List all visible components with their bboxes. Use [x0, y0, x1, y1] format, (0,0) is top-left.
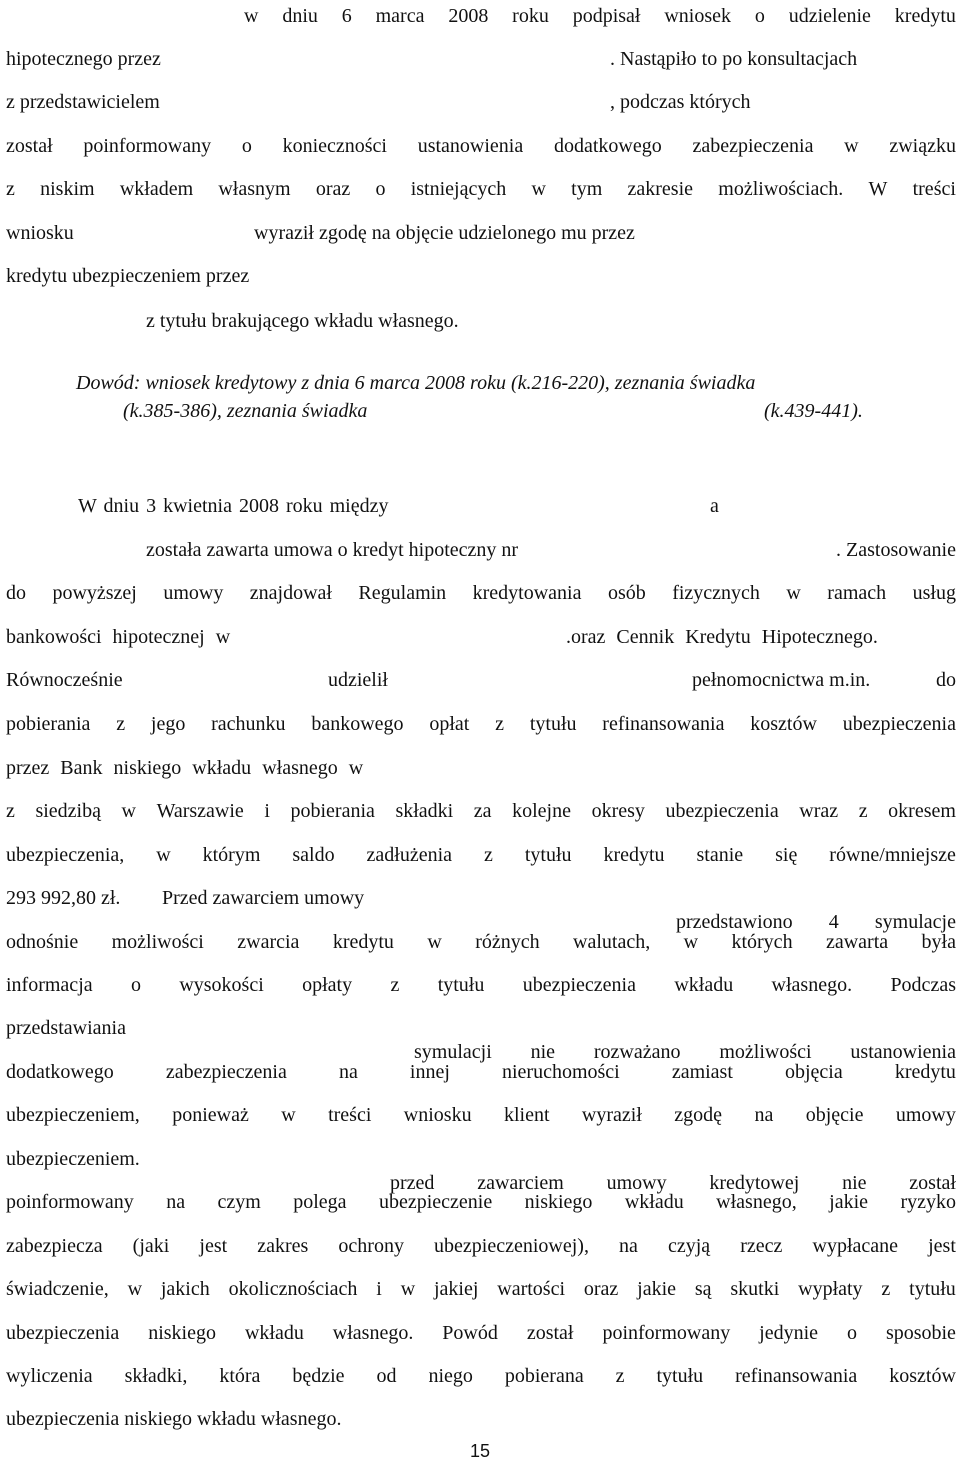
evidence-text: (k.439-441). — [764, 400, 863, 422]
word: w — [531, 178, 546, 200]
word: dodatkowego — [6, 1061, 114, 1083]
text-line — [6, 264, 956, 288]
word: refinansowania — [602, 713, 725, 735]
word: wkładu — [192, 757, 252, 779]
word: kolejne — [512, 800, 571, 822]
text-segment: została zawarta umowa o kredyt hipoteczny nr — [146, 539, 519, 561]
word: w — [244, 5, 259, 27]
word: których — [731, 931, 793, 953]
word: 3 — [146, 495, 157, 517]
word: poinformowany — [83, 135, 212, 157]
word: w — [121, 800, 136, 822]
word: znajdował — [249, 582, 332, 604]
word: Powód — [442, 1322, 498, 1344]
text-line — [6, 625, 956, 649]
word: tytułu — [909, 1278, 956, 1300]
word: własnego. — [332, 1322, 414, 1344]
text-line — [146, 309, 956, 333]
text-segment: Przed zawarciem umowy — [162, 887, 365, 909]
word: z — [6, 178, 15, 200]
word: własnego, — [716, 1191, 797, 1213]
word: osób — [607, 582, 646, 604]
word: ponieważ — [172, 1104, 249, 1126]
word: kredytu — [894, 1061, 956, 1083]
text-line — [6, 930, 956, 954]
word: kosztów — [889, 1365, 956, 1387]
word: pobierania — [6, 713, 91, 735]
text-line — [6, 668, 956, 692]
word: Hipotecznego. — [761, 626, 878, 648]
word: odnośnie — [6, 931, 79, 953]
word: w — [281, 1104, 296, 1126]
word: polega — [293, 1191, 347, 1213]
word: hipotecznej — [112, 626, 205, 648]
word: Warszawie — [156, 800, 244, 822]
word: kredytowej — [709, 1172, 800, 1194]
word: jakie — [829, 1191, 869, 1213]
text-line — [6, 799, 956, 823]
word: 6 — [341, 5, 352, 27]
word: jakich — [160, 1278, 210, 1300]
word: W — [78, 495, 97, 517]
text-line — [6, 1103, 956, 1127]
text-line — [6, 886, 956, 933]
page-number: 15 — [469, 1441, 491, 1461]
word: z — [881, 1278, 891, 1300]
evidence-line — [123, 399, 956, 423]
word: 2008 — [448, 5, 489, 27]
evidence-text: Dowód: wniosek kredytowy z dnia 6 marca 2008 roku (k.216-220), zeznania świadka — [76, 372, 756, 394]
word: sposobie — [885, 1322, 956, 1344]
word: niskiego — [148, 1322, 216, 1344]
word: i — [264, 800, 270, 822]
word: ubezpieczenia — [522, 974, 636, 996]
word: dodatkowego — [553, 135, 662, 157]
text-segment: 293 992,80 zł. — [6, 887, 121, 909]
word: zamiast — [671, 1061, 733, 1083]
text-line — [244, 4, 956, 28]
word: zawarta — [825, 931, 889, 953]
word: tym — [571, 178, 603, 200]
word: kredytu — [894, 5, 956, 27]
word: symulacje — [874, 911, 956, 933]
word: umowy — [895, 1104, 956, 1126]
word: walutach, — [573, 931, 651, 953]
word: z — [390, 974, 400, 996]
word: z — [615, 1365, 625, 1387]
word: ochrony — [338, 1235, 404, 1257]
word: z — [483, 844, 493, 866]
word: Regulamin — [358, 582, 447, 604]
word: wypłaty — [798, 1278, 863, 1300]
text-segment: z przedstawicielem — [6, 91, 160, 113]
word: do — [936, 669, 956, 691]
word: świadczenie, — [6, 1278, 109, 1300]
word: jakie — [637, 1278, 677, 1300]
evidence-text: (k.385-386), zeznania świadka — [123, 400, 368, 422]
word: fizycznych — [672, 582, 760, 604]
word: 2008 — [238, 495, 279, 517]
word: kosztów — [750, 713, 817, 735]
word: własnego. — [771, 974, 853, 996]
word: opłat — [429, 713, 470, 735]
word: nieruchomości — [501, 1061, 620, 1083]
text-line — [6, 756, 956, 780]
word: w — [215, 626, 231, 648]
word: własnego — [262, 757, 338, 779]
word: kredytu — [603, 844, 665, 866]
word: możliwości — [719, 1041, 812, 1063]
word: tytułu — [529, 713, 577, 735]
word: w — [400, 1278, 416, 1300]
word: został — [6, 135, 53, 157]
text-line — [6, 90, 956, 114]
word: różnych — [475, 931, 540, 953]
word: własnym — [218, 178, 291, 200]
text-segment: wniosku — [6, 222, 74, 244]
word: składki — [395, 800, 454, 822]
word: zwarcia — [237, 931, 300, 953]
word: wkładu — [674, 974, 734, 996]
word: przedstawiono — [676, 911, 793, 933]
word: nie — [842, 1172, 867, 1194]
word: o — [130, 974, 141, 996]
word: ramach — [827, 582, 887, 604]
word: Podczas — [890, 974, 956, 996]
word: przedstawiania — [6, 1017, 126, 1039]
word: wyliczenia — [6, 1365, 93, 1387]
word: niskim — [40, 178, 95, 200]
word: opłaty — [302, 974, 353, 996]
word: ubezpieczenia — [6, 1322, 120, 1344]
word: W — [868, 178, 888, 200]
word: objęcie — [805, 1104, 864, 1126]
word: konieczności — [282, 135, 387, 157]
word: dniu — [103, 495, 140, 517]
word: pełnomocnictwa m.in. — [692, 669, 871, 691]
word: 4 — [828, 911, 839, 933]
word: kredytowania — [472, 582, 582, 604]
word: klient — [503, 1104, 550, 1126]
word: okresem — [888, 800, 956, 822]
word: niego — [428, 1365, 473, 1387]
word: o — [241, 135, 252, 157]
text-line — [6, 1407, 956, 1431]
word: informacja — [6, 974, 93, 996]
text-line — [78, 494, 956, 518]
word: ubezpieczeniem. — [6, 1148, 140, 1170]
text-line — [146, 538, 956, 562]
word: składki, — [124, 1365, 188, 1387]
word: roku — [512, 5, 549, 27]
text-line — [6, 1060, 956, 1084]
word: rozważano — [593, 1041, 681, 1063]
word: na — [166, 1191, 186, 1213]
word: ubezpieczenie — [378, 1191, 493, 1213]
text-line — [6, 134, 956, 158]
word: na — [338, 1061, 358, 1083]
word: rachunku — [211, 713, 286, 735]
word: podpisał — [572, 5, 641, 27]
word: ustanowienia — [417, 135, 524, 157]
word: treści — [912, 178, 956, 200]
word: dniu — [282, 5, 318, 27]
word: o — [754, 5, 765, 27]
word: będzie — [292, 1365, 345, 1387]
word: z — [858, 800, 868, 822]
word: istniejących — [410, 178, 507, 200]
text-line — [6, 47, 956, 71]
word: tytułu — [524, 844, 572, 866]
text-segment: wyraził zgodę na objęcie udzielonego mu przez — [254, 222, 635, 244]
word: jakiej — [433, 1278, 479, 1300]
word: zabezpiecza — [6, 1235, 103, 1257]
word: wysokości — [179, 974, 264, 996]
text-segment: . Nastąpiło to po konsultacjach — [610, 48, 858, 70]
word: pobierania — [290, 800, 375, 822]
word: udzielenie — [788, 5, 871, 27]
word: okresy — [591, 800, 645, 822]
word: a — [710, 495, 719, 517]
word: która — [219, 1365, 261, 1387]
text-line — [6, 1277, 956, 1301]
text-line — [6, 581, 956, 605]
word: z — [6, 800, 15, 822]
word: przed — [390, 1172, 435, 1194]
word: ubezpieczeniem, — [6, 1104, 140, 1126]
word: usług — [912, 582, 956, 604]
word: tytułu — [437, 974, 485, 996]
word: oraz — [583, 1278, 619, 1300]
word: przez — [6, 757, 50, 779]
word: poinformowany — [6, 1191, 134, 1213]
text-line — [6, 221, 956, 245]
word: jest — [199, 1235, 228, 1257]
word: związku — [889, 135, 956, 157]
text-line — [6, 712, 956, 736]
word: ubezpieczeniowej), — [434, 1235, 589, 1257]
word: oraz — [315, 178, 351, 200]
word: wartości — [497, 1278, 566, 1300]
word: stanie — [696, 844, 744, 866]
text-segment: ubezpieczenia niskiego wkładu własnego. — [6, 1408, 342, 1430]
word: udzielił — [328, 669, 388, 691]
text-line — [6, 1321, 956, 1345]
word: siedzibą — [35, 800, 101, 822]
word: ustanowienia — [850, 1041, 956, 1063]
text-line — [6, 177, 956, 201]
word: zakresie — [627, 178, 694, 200]
word: jest — [928, 1235, 956, 1257]
word: innej — [409, 1061, 450, 1083]
word: jego — [150, 713, 186, 735]
word: na — [754, 1104, 774, 1126]
word: za — [473, 800, 492, 822]
text-line — [6, 1016, 956, 1063]
text-segment: kredytu ubezpieczeniem przez — [6, 265, 250, 287]
text-segment: . Zastosowanie — [836, 539, 956, 561]
word: wniosku — [403, 1104, 472, 1126]
word: bankowego — [311, 713, 404, 735]
word: skutki — [730, 1278, 780, 1300]
word: w — [348, 757, 364, 779]
word: Równocześnie — [6, 669, 123, 691]
word: wkładu — [624, 1191, 684, 1213]
word: zadłużenia — [366, 844, 453, 866]
word: został — [526, 1322, 574, 1344]
text-line — [6, 1147, 956, 1194]
word: Cennik — [616, 626, 675, 648]
word: ubezpieczenia — [842, 713, 956, 735]
word: w — [427, 931, 442, 953]
word: czyją — [668, 1235, 711, 1257]
word: wkładu — [244, 1322, 304, 1344]
word: możliwości — [111, 931, 204, 953]
word: wraz — [799, 800, 839, 822]
word: . — [566, 626, 571, 648]
word: umowy — [163, 582, 224, 604]
word: niskiego — [113, 757, 182, 779]
word: ubezpieczenia, — [6, 844, 125, 866]
word: wyraził — [581, 1104, 642, 1126]
word: kwietnia — [163, 495, 232, 517]
word: w — [683, 931, 699, 953]
word: (jaki — [132, 1235, 170, 1257]
word: wniosek — [664, 5, 732, 27]
word: z — [116, 713, 126, 735]
word: pobierana — [504, 1365, 584, 1387]
word: są — [694, 1278, 712, 1300]
word: ryzyko — [900, 1191, 956, 1213]
text-line — [6, 843, 956, 867]
evidence-line — [76, 371, 956, 395]
word: powyższej — [52, 582, 137, 604]
word: od — [376, 1365, 397, 1387]
word: zgodę — [674, 1104, 723, 1126]
word: rzecz — [740, 1235, 783, 1257]
word: symulacji — [414, 1041, 492, 1063]
word: Bank — [60, 757, 103, 779]
word: roku — [285, 495, 323, 517]
word: na — [619, 1235, 638, 1257]
word: z — [495, 713, 505, 735]
word: wkładem — [119, 178, 194, 200]
word: tytułu — [656, 1365, 704, 1387]
word: między — [329, 495, 389, 517]
word: w — [786, 582, 801, 604]
word: w — [156, 844, 171, 866]
word: zabezpieczenia — [692, 135, 814, 157]
word: w — [844, 135, 859, 157]
word: do — [6, 582, 26, 604]
word: o — [846, 1322, 857, 1344]
word: ubezpieczenia — [665, 800, 779, 822]
word: się — [775, 844, 798, 866]
text-segment: hipotecznego przez — [6, 48, 161, 70]
word: oraz — [571, 626, 606, 648]
word: kredytu — [332, 931, 394, 953]
word: była — [921, 931, 956, 953]
word: w — [127, 1278, 143, 1300]
word: treści — [328, 1104, 372, 1126]
word: zakres — [257, 1235, 309, 1257]
text-segment: z tytułu brakującego wkładu własnego. — [146, 310, 459, 332]
word: bankowości — [6, 626, 102, 648]
text-line — [6, 1364, 956, 1388]
word: jedynie — [759, 1322, 819, 1344]
word: marca — [375, 5, 425, 27]
word: Kredytu — [685, 626, 751, 648]
text-segment: , podczas których — [610, 91, 751, 113]
word: nie — [530, 1041, 556, 1063]
word: niskiego — [524, 1191, 593, 1213]
word: refinansowania — [735, 1365, 858, 1387]
word: zabezpieczenia — [165, 1061, 287, 1083]
word: wypłacane — [812, 1235, 899, 1257]
word: został — [909, 1172, 956, 1194]
word: o — [375, 178, 386, 200]
text-line — [6, 1190, 956, 1214]
word: saldo — [292, 844, 335, 866]
word: możliwościach. — [718, 178, 844, 200]
text-line — [6, 1234, 956, 1258]
word: czym — [217, 1191, 261, 1213]
word: poinformowany — [602, 1322, 731, 1344]
word: równe/mniejsze — [829, 844, 956, 866]
word: umowy — [606, 1172, 667, 1194]
word: którym — [202, 844, 261, 866]
word: i — [376, 1278, 382, 1300]
text-line — [6, 973, 956, 997]
word: zawarciem — [477, 1172, 564, 1194]
word: okolicznościach — [228, 1278, 358, 1300]
word: objęcia — [784, 1061, 843, 1083]
